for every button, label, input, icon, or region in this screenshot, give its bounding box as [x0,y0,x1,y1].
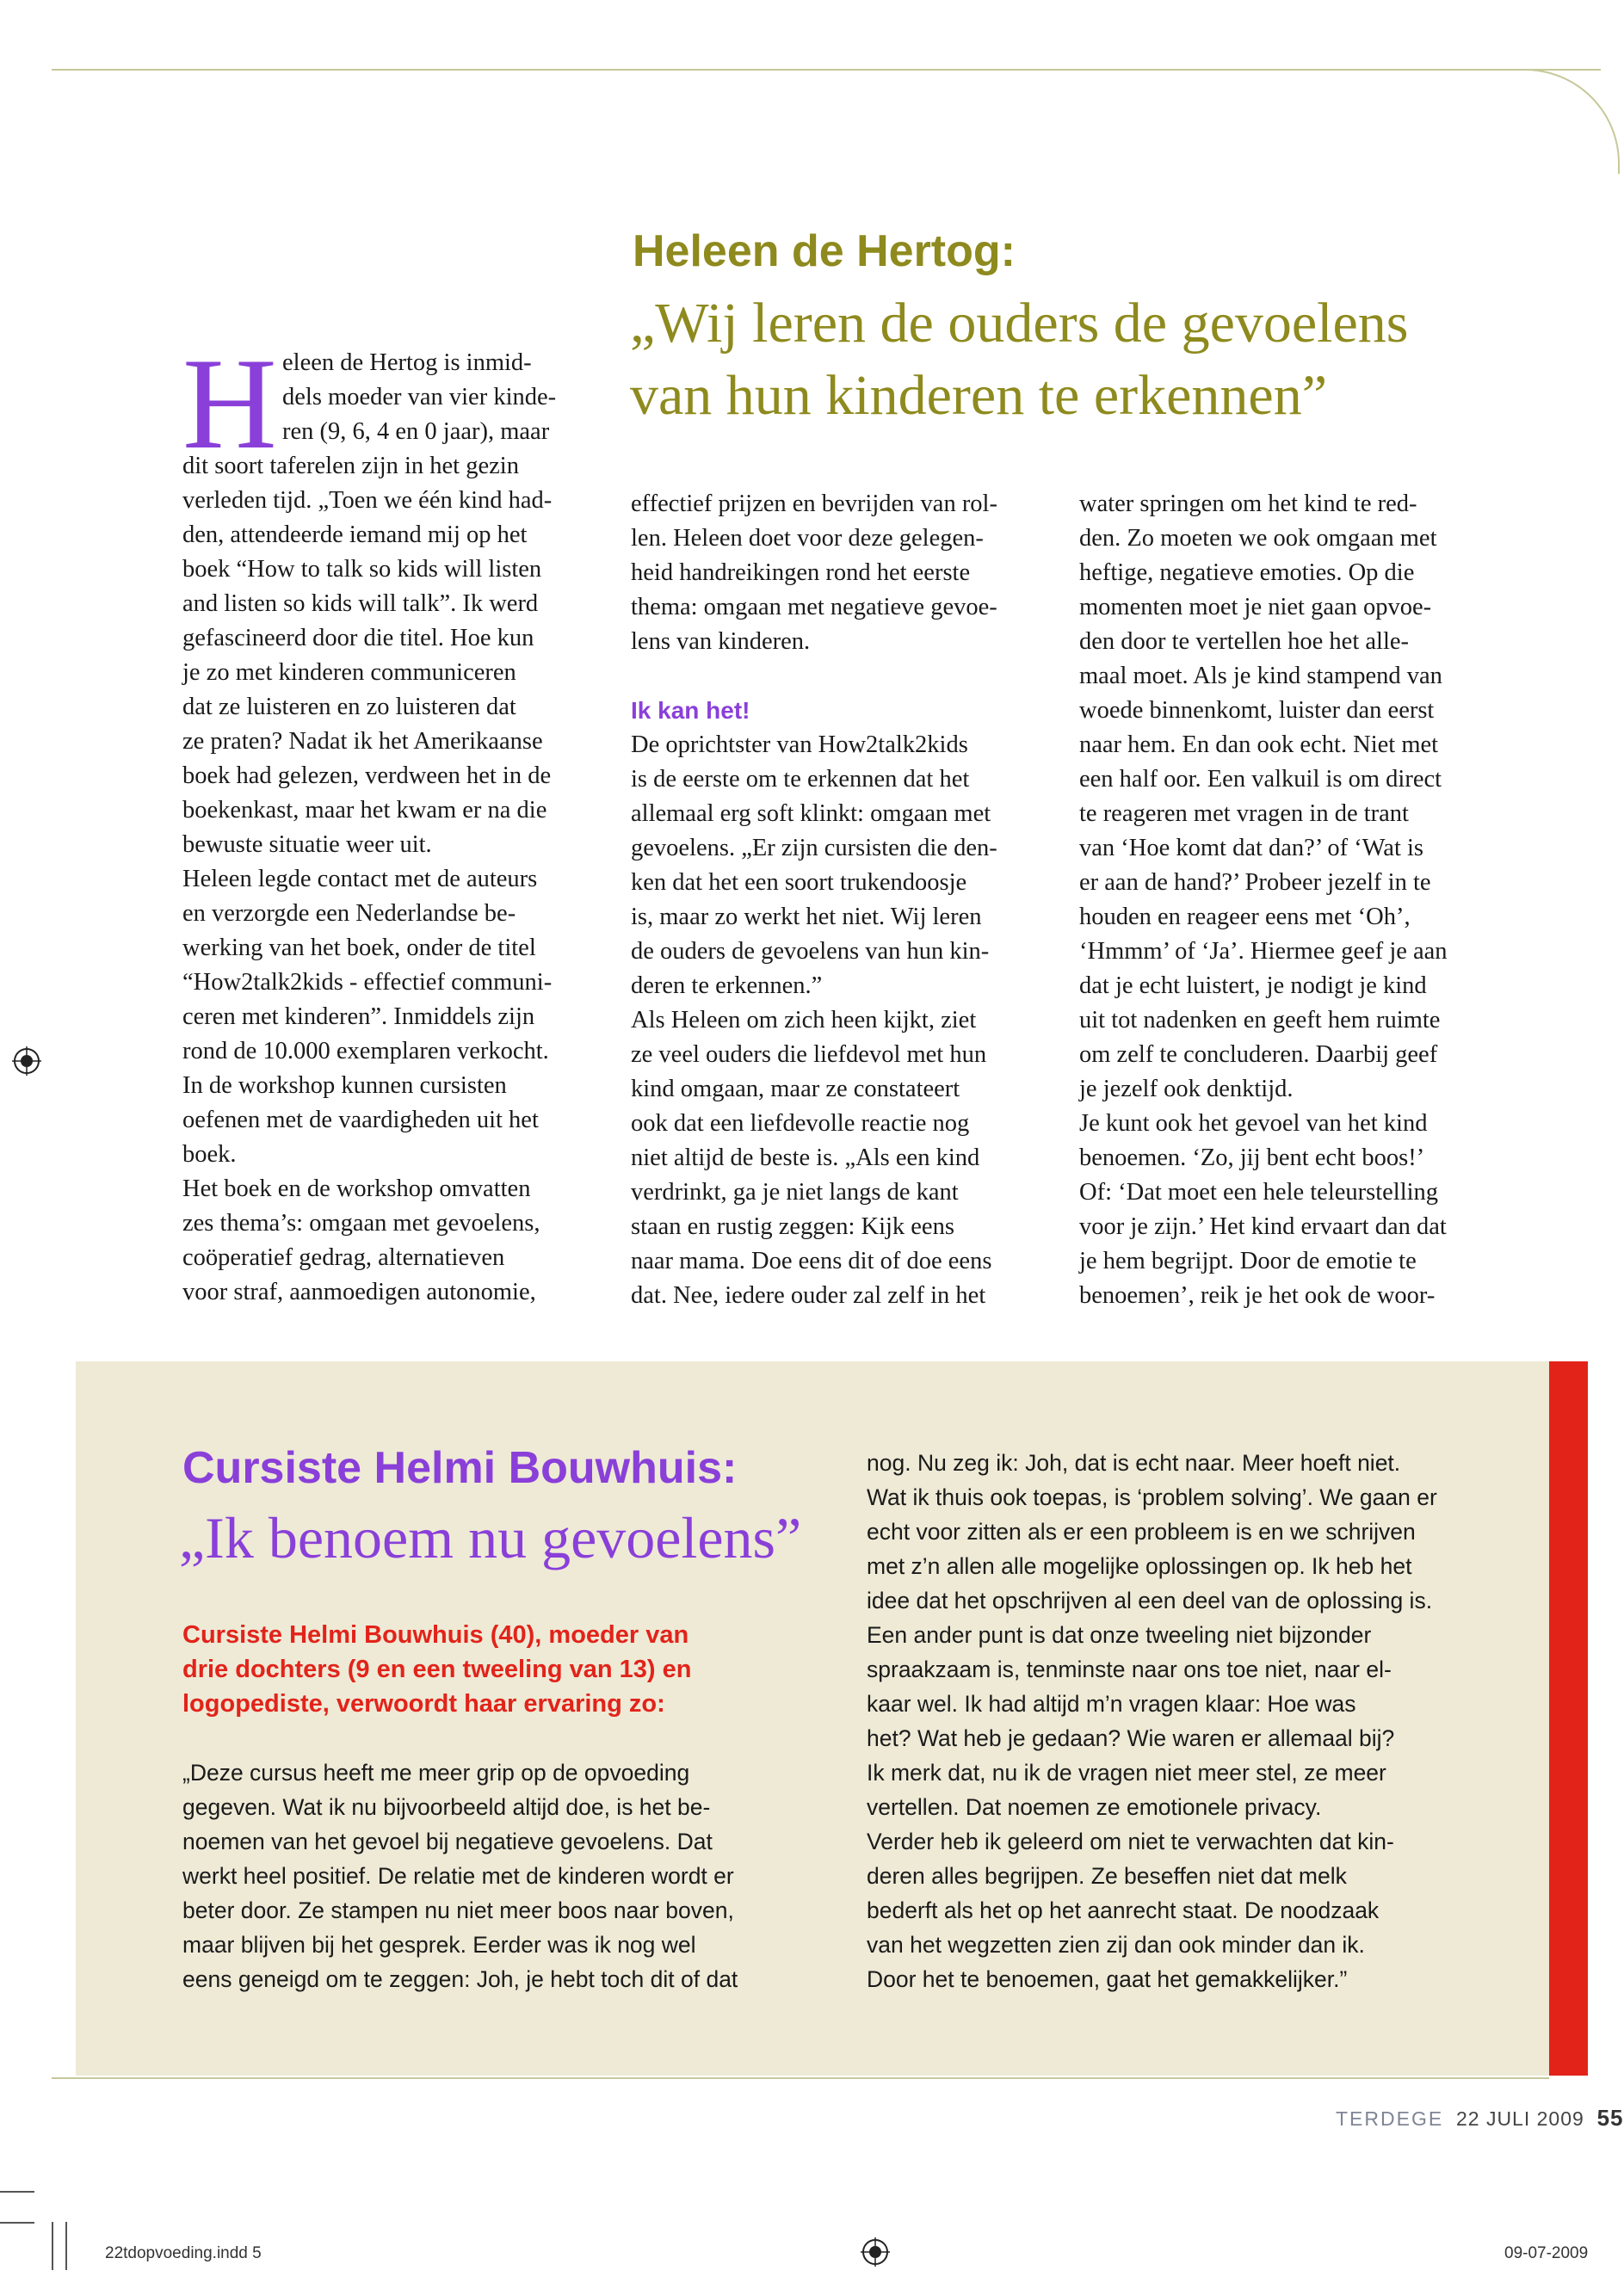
text-line: dat. Nee, iedere ouder zal zelf in het [631,1282,986,1309]
article-heading: Heleen de Hertog: [633,226,1016,276]
slug-filename: 22tdopvoeding.indd 5 [105,2244,262,2262]
text-line: bederft als het op het aanrecht staat. De noodzaak [867,1897,1380,1923]
registration-mark-icon [12,1046,41,1076]
text-line: “How2talk2kids - effectief communi- [182,969,553,996]
text-line: van ‘Hoe komt dat dan?’ of ‘Wat is [1079,835,1424,861]
text-line: echt voor zitten als er een probleem is en we schrijven [867,1519,1416,1545]
text-line: heid handreikingen rond het eerste [631,559,971,586]
text-line: Je kunt ook het gevoel van het kind [1079,1110,1428,1137]
crop-mark [65,2222,67,2270]
text-line: and listen so kids will talk”. Ik werd [182,590,539,617]
registration-mark-icon [861,2237,890,2267]
text-line: gefascineerd door die titel. Hoe kun [182,625,534,651]
magazine-name: TERDEGE [1336,2107,1444,2130]
article-column-2 [631,487,1053,1313]
text-line: maal moet. Als je kind stampend van [1079,663,1442,689]
text-line: len. Heleen doet voor deze gelegen- [631,525,984,552]
slug-date: 09-07-2009 [1504,2244,1589,2262]
sidebar-column-1 [182,1755,785,1996]
text-line: te reageren met vragen in de trant [1079,800,1409,827]
crop-mark [0,2222,34,2224]
text-line: ren (9, 6, 4 en 0 jaar), maar [282,418,550,445]
text-line: gegeven. Wat ik nu bijvoorbeeld altijd doe, is het be- [182,1794,711,1820]
text-line: beter door. Ze stampen nu niet meer boos naar boven, [182,1897,734,1923]
text-line: effectief prijzen en bevrijden van rol- [631,490,997,517]
text-line: nog. Nu zeg ik: Joh, dat is echt naar. Meer hoeft niet. [867,1450,1401,1476]
top-rule [52,69,1601,71]
text-line: coöperatief gedrag, alternatieven [182,1244,505,1271]
text-line: om zelf te concluderen. Daarbij geef [1079,1041,1438,1068]
text-line: staan en rustig zeggen: Kijk eens [631,1213,954,1240]
page-number: 55 [1596,2105,1624,2131]
text-line: logopediste, verwoordt haar ervaring zo: [182,1690,665,1718]
text-line: Door het te benoemen, gaat het gemakkelijker.” [867,1966,1348,1992]
paragraph-gap [631,659,1053,694]
sidebar-quote: „Ik benoem nu gevoelens” [179,1505,802,1570]
sidebar-lead [182,1618,691,1721]
text-line: noemen van het gevoel bij negatieve gevoelens. Dat [182,1829,713,1854]
sidebar-heading: Cursiste Helmi Bouwhuis: [182,1443,738,1493]
text-line: dels moeder van vier kinde- [282,384,557,410]
article-column-3 [1079,487,1510,1313]
text-line: boekenkast, maar het kwam er na die [182,797,547,824]
text-line: niet altijd de beste is. „Als een kind [631,1144,980,1171]
text-line: Cursiste Helmi Bouwhuis (40), moeder van [182,1621,689,1649]
text-line: deren te erkennen.” [631,972,823,999]
text-line: thema: omgaan met negatieve gevoe- [631,594,997,620]
text-line: uit tot nadenken en geeft hem ruimte [1079,1007,1441,1033]
text-line: verdrinkt, ga je niet langs de kant [631,1179,959,1206]
page-footer [1336,2105,1624,2132]
crop-mark [0,2191,34,2193]
text-line: dat je echt luistert, je nodigt je kind [1079,972,1427,999]
text-line: zes thema’s: omgaan met gevoelens, [182,1210,540,1237]
text-line: ceren met kinderen”. Inmiddels zijn [182,1003,535,1030]
text-line: oefenen met de vaardigheden uit het [182,1107,539,1133]
text-line: boek had gelezen, verdween het in de [182,762,552,789]
text-line: lens van kinderen. [631,628,811,655]
text-line: heftige, negatieve emoties. Op die [1079,559,1415,586]
text-line: dit soort taferelen zijn in het gezin [182,453,519,479]
text-line: water springen om het kind te red- [1079,490,1417,517]
text-line: idee dat het opschrijven al een deel van de oplossing is. [867,1588,1433,1613]
text-line: en verzorgde een Nederlandse be- [182,900,516,927]
text-line: boek. [182,1141,237,1168]
text-line: ook dat een liefdevolle reactie nog [631,1110,970,1137]
text-line: ze praten? Nadat ik het Amerikaanse [182,728,543,755]
article-quote: „Wij leren de ouders de gevoelens van hun kinderen te erkennen” [630,292,1409,427]
text-line: Of: ‘Dat moet een hele teleurstelling [1079,1179,1439,1206]
text-line: den door te vertellen hoe het alle- [1079,628,1409,655]
text-line: Wat ik thuis ook toepas, is ‘problem solving’. We gaan er [867,1484,1437,1510]
text-line: met z’n allen alle mogelijke oplossingen op. Ik heb het [867,1553,1412,1579]
text-line: ken dat het een soort trukendoosje [631,869,967,896]
text-line: het? Wat heb je gedaan? Wie waren er allemaal bij? [867,1725,1395,1751]
text-line: In de workshop kunnen cursisten [182,1072,507,1099]
text-line: is de eerste om te erkennen dat het [631,766,970,793]
text-line: voor je zijn.’ Het kind ervaart dan dat [1079,1213,1447,1240]
text-line: „Deze cursus heeft me meer grip op de opvoeding [182,1760,690,1786]
text-line: den. Zo moeten we ook omgaan met [1079,525,1437,552]
text-line: Heleen legde contact met de auteurs [182,866,538,892]
text-line: kaar wel. Ik had altijd m’n vragen klaar: Hoe was [867,1691,1356,1717]
text-line: bewuste situatie weer uit. [182,831,432,858]
text-line: werkt heel positief. De relatie met de kinderen wordt er [182,1863,734,1889]
text-line: verleden tijd. „Toen we één kind had- [182,487,553,514]
sidebar-accent-bar [1549,1361,1588,2076]
text-line: maar blijven bij het gesprek. Eerder was ik nog wel [182,1932,696,1958]
text-line: woede binnenkomt, luister dan eerst [1079,697,1435,724]
text-line: ‘Hmmm’ of ‘Ja’. Hiermee geef je aan [1079,938,1448,965]
text-line: den, attendeerde iemand mij op het [182,521,528,548]
text-line: Als Heleen om zich heen kijkt, ziet [631,1007,977,1033]
drop-cap: H [182,331,277,476]
text-line: eleen de Hertog is inmid- [282,349,532,376]
text-line: Ik merk dat, nu ik de vragen niet meer stel, ze meer [867,1760,1386,1786]
text-line: eens geneigd om te zeggen: Joh, je hebt toch dit of dat [182,1966,738,1992]
text-line: boek “How to talk so kids will listen [182,556,542,583]
text-line: momenten moet je niet gaan opvoe- [1079,594,1432,620]
text-line: drie dochters (9 en een tweeling van 13) en [182,1656,692,1683]
text-line: je hem begrijpt. Door de emotie te [1079,1248,1417,1274]
text-line: houden en reageer eens met ‘Oh’, [1079,904,1411,930]
text-line: de ouders de gevoelens van hun kin- [631,938,990,965]
text-line: je zo met kinderen communiceren [182,659,516,686]
text-line: benoemen’, reik je het ook de woor- [1079,1282,1436,1309]
top-rule-corner [1515,69,1620,174]
text-line: dat ze luisteren en zo luisteren dat [182,694,516,720]
text-line: deren alles begrijpen. Ze beseffen niet dat melk [867,1863,1347,1889]
text-line: Een ander punt is dat onze tweeling niet bijzonder [867,1622,1372,1648]
text-line: je jezelf ook denktijd. [1079,1076,1294,1102]
text-line: benoemen. ‘Zo, jij bent echt boos!’ [1079,1144,1425,1171]
text-line: een half oor. Een valkuil is om direct [1079,766,1442,793]
text-line: gevoelens. „Er zijn cursisten die den- [631,835,997,861]
sidebar-column-2 [867,1446,1504,1996]
crop-mark [52,2222,53,2270]
article-column-1 [182,346,613,1310]
text-line: naar mama. Doe eens dit of doe eens [631,1248,992,1274]
text-line: voor straf, aanmoedigen autonomie, [182,1279,536,1305]
text-line: rond de 10.000 exemplaren verkocht. [182,1038,549,1064]
text-line: werking van het boek, onder de titel [182,935,536,961]
text-line: er aan de hand?’ Probeer jezelf in te [1079,869,1431,896]
subheading: Ik kan het! [631,697,750,724]
issue-date: 22 JULI 2009 [1455,2107,1584,2130]
text-line: is, maar zo werkt het niet. Wij leren [631,904,982,930]
text-line: Het boek en de workshop omvatten [182,1175,531,1202]
text-line: vertellen. Dat noemen ze emotionele privacy. [867,1794,1322,1820]
text-line: Verder heb ik geleerd om niet te verwachten dat kin- [867,1829,1394,1854]
text-line: allemaal erg soft klinkt: omgaan met [631,800,991,827]
text-line: ze veel ouders die liefdevol met hun [631,1041,987,1068]
text-line: kind omgaan, maar ze constateert [631,1076,960,1102]
text-line: spraakzaam is, tenminste naar ons toe niet, naar el- [867,1657,1392,1682]
bottom-rule [52,2077,1549,2079]
text-line: van het wegzetten zien zij dan ook minder dan ik. [867,1932,1365,1958]
text-line: naar hem. En dan ook echt. Niet met [1079,731,1439,758]
text-line: De oprichtster van How2talk2kids [631,731,968,758]
